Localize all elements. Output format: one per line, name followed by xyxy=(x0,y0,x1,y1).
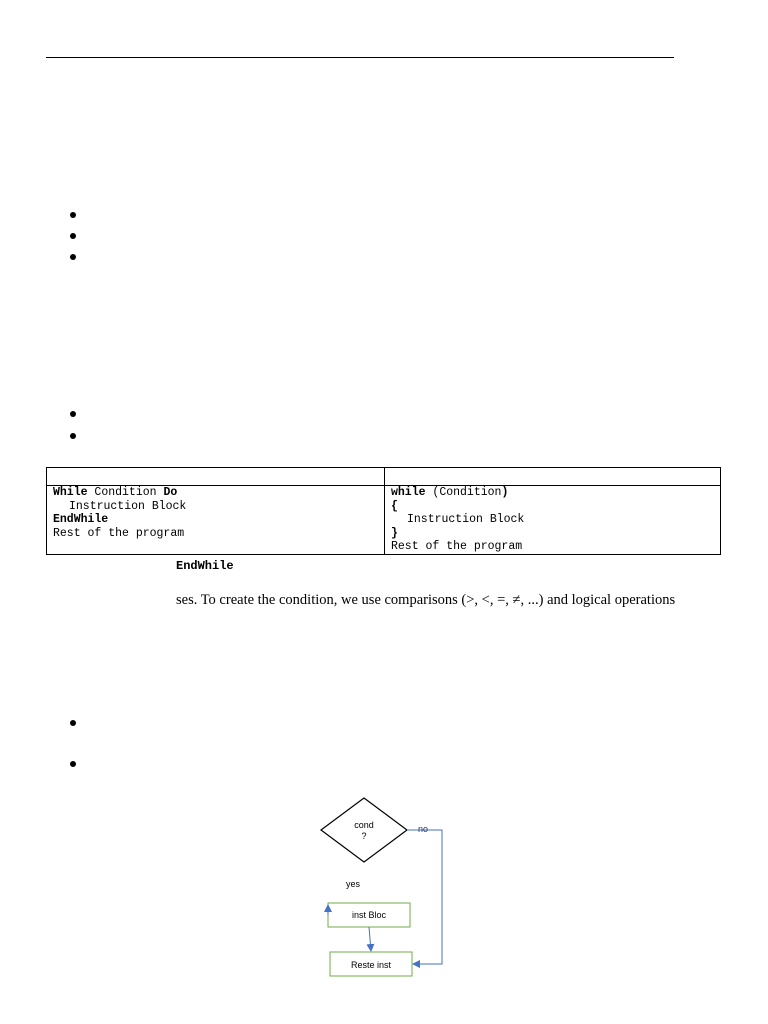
no-arrow xyxy=(407,830,442,964)
down-arrow xyxy=(369,927,371,951)
rest-label: Reste inst xyxy=(350,960,392,970)
decision-diamond xyxy=(321,798,407,862)
block-label: inst Bloc xyxy=(351,910,387,920)
endwhile-keyword: EndWhile xyxy=(176,559,234,573)
code-line: While Condition Do xyxy=(53,486,178,499)
code-line: Rest of the program xyxy=(391,540,523,554)
code-line: while (Condition) xyxy=(391,486,509,499)
yes-label: yes xyxy=(346,879,361,889)
code-line: Instruction Block xyxy=(69,499,187,513)
code-line: } xyxy=(391,526,398,540)
body-sentence: ses. To create the condition, we use comparisons (>, <, =, ≠, ...) and logical operations xyxy=(176,592,676,608)
decision-label: ? xyxy=(361,831,367,841)
code-line: EndWhile xyxy=(53,513,109,527)
no-label: no xyxy=(418,824,429,834)
code-line: { xyxy=(391,499,398,513)
code-line: Instruction Block xyxy=(407,513,525,527)
code-line: Rest of the program xyxy=(53,526,185,540)
decision-label: cond xyxy=(354,820,374,830)
